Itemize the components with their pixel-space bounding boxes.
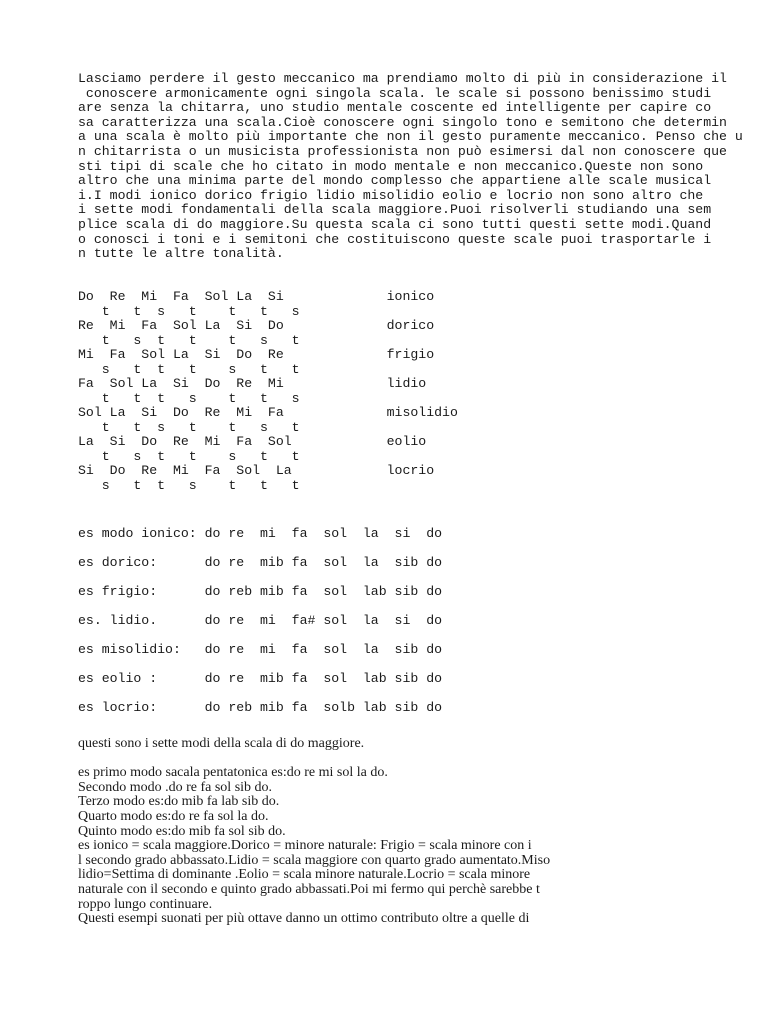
modes-interval-table: Do Re Mi Fa Sol La Si ionico t t s t t t s Re Mi Fa Sol La Si Do dorico t s t t t s t Mi Fa Sol La Si Do Re frigio s t t t s t t Fa Sol La Si Do Re Mi lidio t t t s t t s Sol La Si Do Re Mi Fa misolidio t t s t t s t La Si Do Re Mi Fa Sol eolio t s t t s t t Si Do Re Mi Fa Sol La locrio s t t s t t t [78,289,458,493]
closing-paragraph: questi sono i sette modi della scala di do maggiore. es primo modo sacala pentatonica es:do re mi sol la do. Secondo modo .do re fa sol sib do. Terzo modo es:do mib fa lab sib do. Quarto modo es:do re fa sol la do. Quinto modo es:do mib fa sol sib do. es ionico = scala maggiore.Dorico = minore naturale: Frigio = scala minore con i l secondo grado abbassato.Lidio = scala maggiore con quarto grado aumentato.Miso lidio=Settima di dominante .Eolio = scala minore naturale.Locrio = scala minore naturale con il secondo e quinto grado abbassati.Poi mi fermo qui perchè sarebbe t roppo lungo continuare. Questi esempi suonati per più ottave danno un ottimo contributo oltre a quelle di [78,736,551,927]
intro-paragraph: Lasciamo perdere il gesto meccanico ma prendiamo molto di più in considerazione il conoscere armonicamente ogni singola scala. le scale si possono benissimo studi are senza la chitarra, uno studio mentale coscente ed intelligente per capire co sa caratterizza una scala.Cioè conoscere ogni singolo tono e semitono che determin a una scala è molto più importante che non il gesto puramente meccanico. Penso che u n chitarrista o un musicista professionista non può esimersi dal non conoscere que sti tipi di scale che ho citato in modo mentale e non meccanico.Queste non sono altro che una minima parte del mondo complesso che appartiene alle scale musical i.I modi ionico dorico frigio lidio misolidio eolio e locrio non sono altro che i sette modi fondamentali della scala maggiore.Puoi risolverli studiando una sem plice scala di do maggiore.Su questa scala ci sono tutti questi sette modi.Quand o conosci i toni e i semitoni che costituiscono queste scale puoi trasportarle i n tutte le altre tonalità. [78,71,743,262]
modes-examples-table: es modo ionico: do re mi fa sol la si do es dorico: do re mib fa sol la sib do es frigio: do reb mib fa sol lab sib do es. lidio. do re mi fa# sol la si do es misolidio: do re mi fa sol la sib do es eolio : do re mib fa sol lab sib do es locrio: do reb mib fa solb lab sib do [78,526,443,715]
